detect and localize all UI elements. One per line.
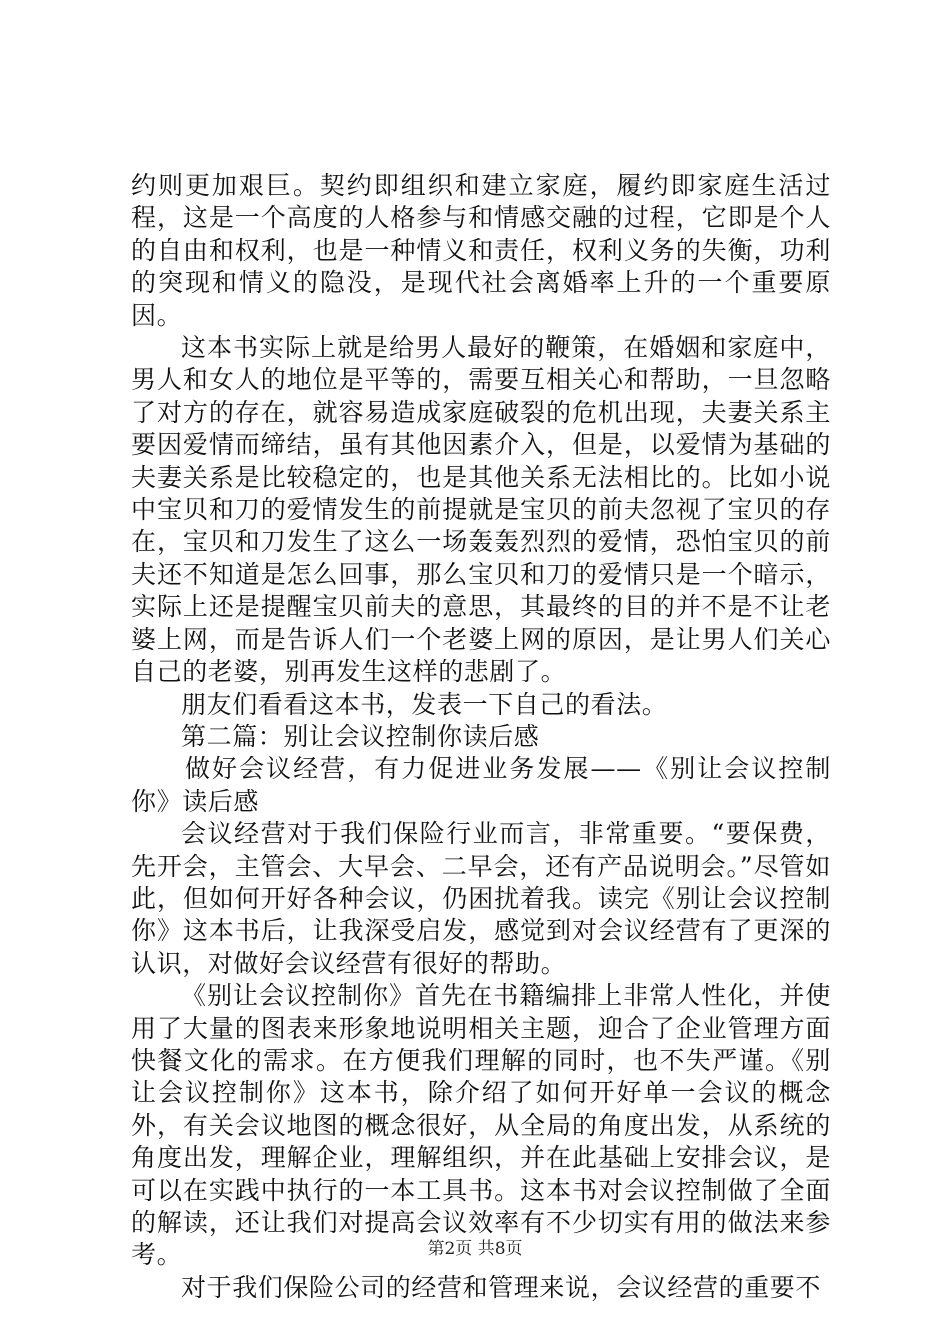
page-footer	[0, 1238, 950, 1260]
page-indicator: 第2页 共8页	[427, 1239, 523, 1259]
document-body	[131, 170, 831, 1304]
article-title: 做好会议经营，有力促进业务发展——《别让会议控制你》读后感	[131, 754, 831, 816]
paragraph-3: 朋友们看看这本书，发表一下自己的看法。	[181, 689, 668, 719]
section-heading: 第二篇：别让会议控制你读后感	[181, 721, 540, 751]
paragraph-2: 这本书实际上就是给男人最好的鞭策，在婚姻和家庭中，男人和女人的地位是平等的，需要互相关心和帮助，一旦忽略了对方的存在，就容易造成家庭破裂的危机出现，夫妻关系主要因爱情而缔结，虽有其他因素介入，但是，以爱情为基础的夫妻关系是比较稳定的，也是其他关系无法相比的。比如小说中宝贝和刀的爱情发生的前提就是宝贝的前夫忽视了宝贝的存在，宝贝和刀发生了这么一场轰轰烈烈的爱情，恐怕宝贝的前夫还不知道是怎么回事，那么宝贝和刀的爱情只是一个暗示，实际上还是提醒宝贝前夫的意思，其最终的目的并不是不让老婆上网，而是告诉人们一个老婆上网的原因，是让男人们关心自己的老婆，别再发生这样的悲剧了。	[131, 333, 831, 687]
paragraph-6: 对于我们保险公司的经营和管理来说，会议经营的重要不	[181, 1272, 822, 1302]
paragraph-4: 会议经营对于我们保险行业而言，非常重要。“要保费，先开会，主管会、大早会、二早会，还有产品说明会。”尽管如此，但如何开好各种会议，仍困扰着我。读完《别让会议控制你》这本书后，让我深受启发，感觉到对会议经营有了更深的认识，对做好会议经营有很好的帮助。	[131, 819, 831, 978]
paragraph-1: 约则更加艰巨。契约即组织和建立家庭，履约即家庭生活过程，这是一个高度的人格参与和情感交融的过程，它即是个人的自由和权利，也是一种情义和责任，权利义务的失衡，功利的突现和情义的隐没，是现代社会离婚率上升的一个重要原因。	[131, 171, 831, 330]
paragraph-5: 《别让会议控制你》首先在书籍编排上非常人性化，并使用了大量的图表来形象地说明相关主题，迎合了企业管理方面快餐文化的需求。在方便我们理解的同时，也不失严谨。《别让会议控制你》这本书，除介绍了如何开好单一会议的概念外，有关会议地图的概念很好，从全局的角度出发，从系统的角度出发，理解企业，理解组织，并在此基础上安排会议，是可以在实践中执行的一本工具书。这本书对会议控制做了全面的解读，还让我们对提高会议效率有不少切实有用的做法来参考。	[131, 981, 831, 1270]
